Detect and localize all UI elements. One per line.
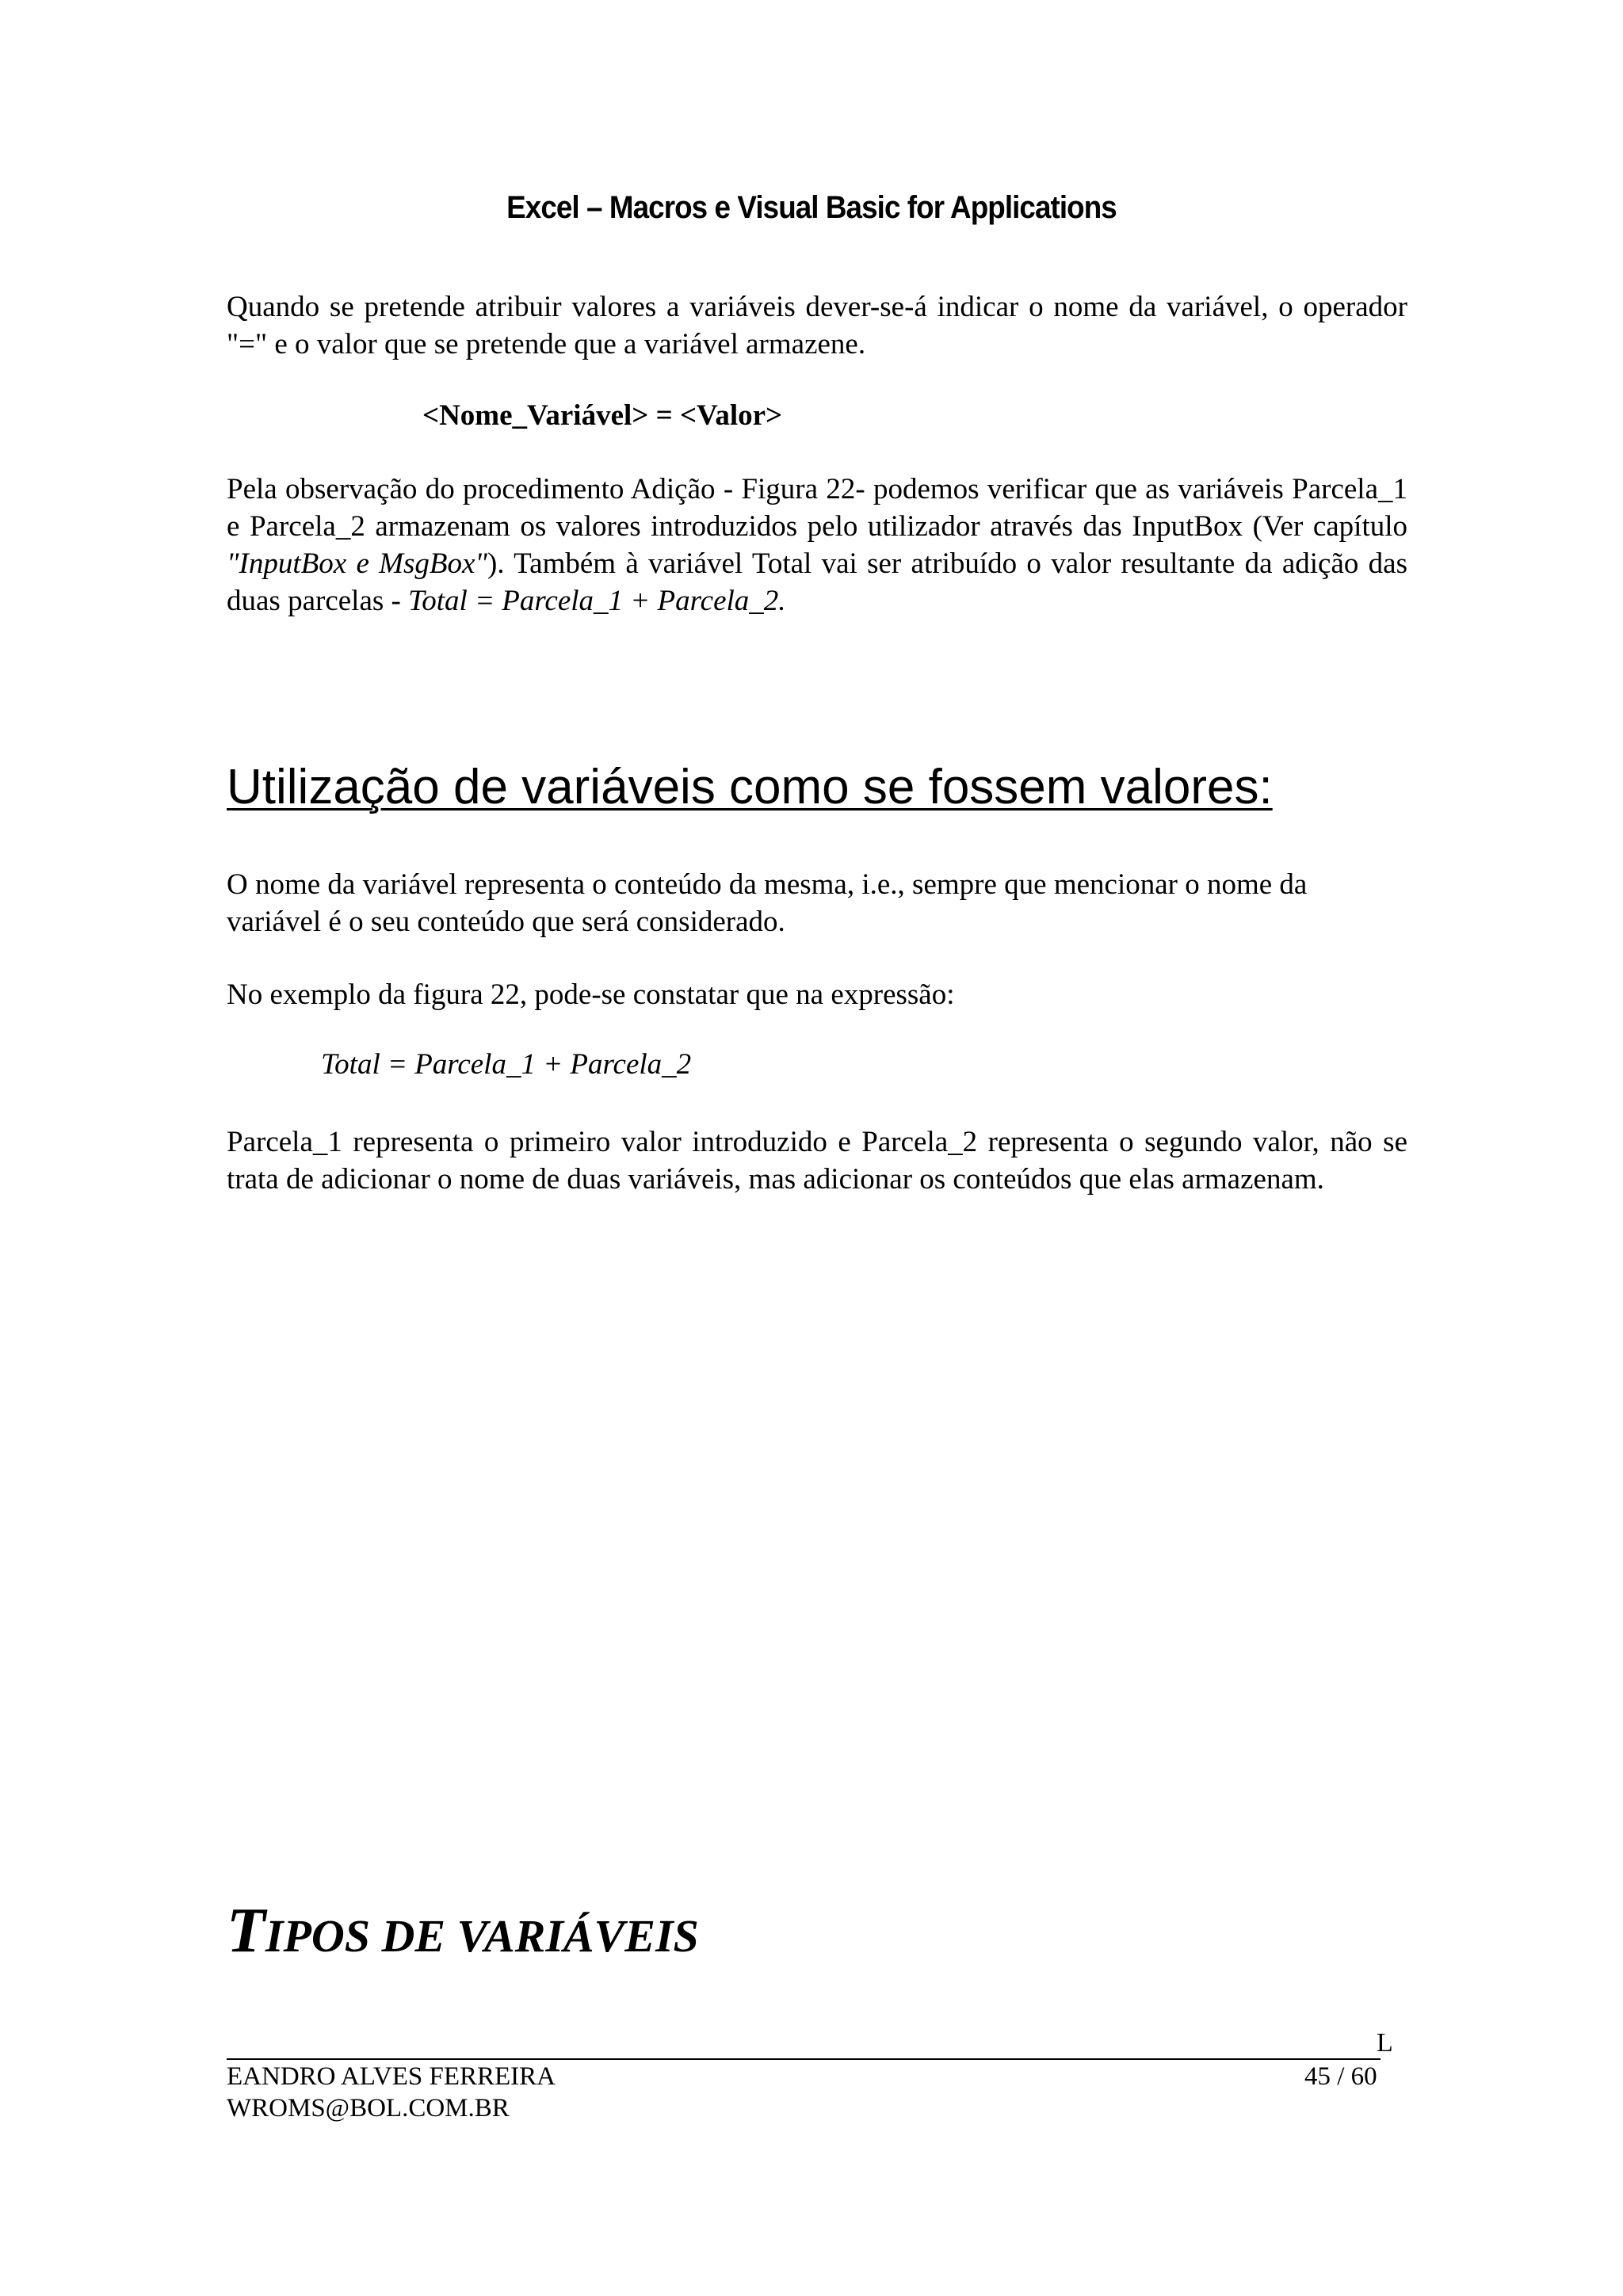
chapter-title: [227, 1895, 699, 1967]
explanation-text-1: Pela observação do procedimento Adição - Figura 22- podemos verificar que as variáveis Parcela_1 e Parcela_2 armazenam os valores introduzidos pelo utilizador através das InputBox (Ver capítulo: [227, 473, 1407, 543]
explanation-chapter-ref: "InputBox e MsgBox": [227, 547, 487, 580]
explanation-paragraph: [227, 471, 1407, 620]
intro-paragraph: Quando se pretende atribuir valores a variáveis dever-se-á indicar o nome da variável, o operador "=" e o valor que se pretende que a variável armazene.: [227, 291, 1407, 360]
footer-mark: L: [1377, 2028, 1393, 2058]
assignment-syntax: <Nome_Variável> = <Valor>: [422, 399, 783, 432]
footer-email: WROMS@BOL.COM.BR: [227, 2094, 510, 2122]
footer-author: EANDRO ALVES FERREIRA: [227, 2062, 556, 2091]
explanation-formula: Total = Parcela_1 + Parcela_2.: [408, 585, 786, 617]
explanation-text-2: ). Também à variável Total vai ser atribuído o valor resultante da adição das duas parcelas -: [227, 547, 1407, 617]
chapter-title-initial: T: [227, 1896, 265, 1966]
page-header-title: Excel – Macros e Visual Basic for Applications: [506, 190, 1117, 225]
section-paragraph-1: O nome da variável representa o conteúdo da mesma, i.e., sempre que mencionar o nome da variável é o seu conteúdo que será considerado.: [227, 868, 1308, 938]
section-heading: Utilização de variáveis como se fossem valores:: [227, 760, 1273, 814]
formula-expression: Total = Parcela_1 + Parcela_2: [321, 1048, 692, 1081]
footer-divider: [227, 2058, 1381, 2060]
chapter-title-rest: IPOS DE VARIÁVEIS: [265, 1910, 699, 1962]
footer-page-number: 45 / 60: [1304, 2062, 1377, 2091]
section-paragraph-2: No exemplo da figura 22, pode-se constatar que na expressão:: [227, 978, 955, 1011]
section-paragraph-3: Parcela_1 representa o primeiro valor introduzido e Parcela_2 representa o segundo valor, não se trata de adicionar o nome de duas variáveis, mas adicionar os conteúdos que elas armazenam.: [227, 1126, 1407, 1196]
